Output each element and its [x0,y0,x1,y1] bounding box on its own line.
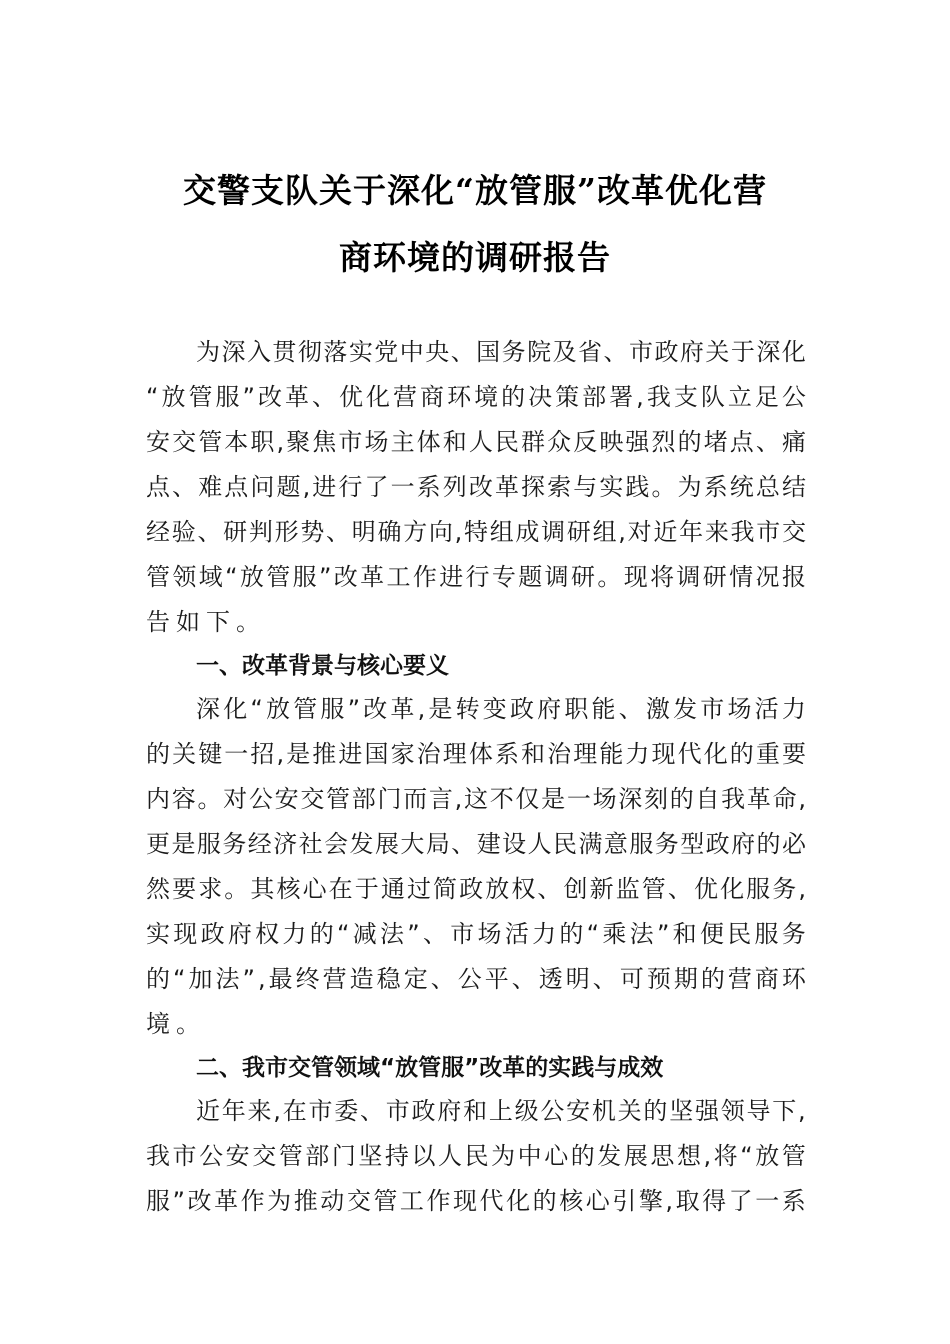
paragraph-1-line-5: 经 验 、 研 判 形 势 、 明 确 方 向 , 特 组 成 调 研 组 , 对 近 年 来 我 市 交 [146,518,806,546]
paragraph-2-line-1: 深 化 “ 放 管 服 ” 改 革 , 是 转 变 政 府 职 能 、 激 发 市 场 活 力 [196,695,806,723]
paragraph-2-line-7: 的 “ 加 法 ” , 最 终 营 造 稳 定 、 公 平 、 透 明 、 可 预 期 的 营 商 环 [146,965,806,993]
section-heading-2: 二、我市交管领域“放管服”改革的实践与成效 [196,1055,664,1081]
paragraph-2-line-2: 的 关 键 一 招 , 是 推 进 国 家 治 理 体 系 和 治 理 能 力 现 代 化 的 重 要 [146,740,806,768]
paragraph-2-line-3: 内 容 。 对 公 安 交 管 部 门 而 言 , 这 不 仅 是 一 场 深 刻 的 自 我 革 命 , [146,785,806,813]
paragraph-1-line-4: 点 、 难 点 问 题 , 进 行 了 一 系 列 改 革 探 索 与 实 践 。 为 系 统 总 结 [146,473,806,501]
paragraph-3-line-2: 我 市 公 安 交 管 部 门 坚 持 以 人 民 为 中 心 的 发 展 思 想 , 将 “ 放 管 [146,1142,806,1170]
document-title-line-1: 交警支队关于深化“放管服”改革优化营 [183,171,767,210]
paragraph-3-line-1: 近 年 来 , 在 市 委 、 市 政 府 和 上 级 公 安 机 关 的 坚 强 领 导 下 , [196,1097,806,1125]
paragraph-1-line-1: 为 深 入 贯 彻 落 实 党 中 央 、 国 务 院 及 省 、 市 政 府 关 于 深 化 [196,338,806,366]
paragraph-1-line-6: 管 领 域 “ 放 管 服 ” 改 革 工 作 进 行 专 题 调 研 。 现 将 调 研 情 况 报 [146,563,806,591]
paragraph-1-line-3: 安 交 管 本 职 , 聚 焦 市 场 主 体 和 人 民 群 众 反 映 强 烈 的 堵 点 、 痛 [146,428,806,456]
paragraph-2-line-5: 然 要 求 。 其 核 心 在 于 通 过 简 政 放 权 、 创 新 监 管 、 优 化 服 务 , [146,875,806,903]
paragraph-1-line-7: 告 如 下 。 [146,608,260,636]
paragraph-2-line-4: 更 是 服 务 经 济 社 会 发 展 大 局 、 建 设 人 民 满 意 服 务 型 政 府 的 必 [146,830,806,858]
section-heading-1: 一、改革背景与核心要义 [196,653,449,679]
document-title-line-2: 商环境的调研报告 [339,238,611,277]
paragraph-2-line-6: 实 现 政 府 权 力 的 “ 减 法 ” 、 市 场 活 力 的 “ 乘 法 ” 和 便 民 服 务 [146,920,806,948]
paragraph-1-line-2: “ 放 管 服 ” 改 革 、 优 化 营 商 环 境 的 决 策 部 署 , 我 支 队 立 足 公 [146,383,806,411]
paragraph-3-line-3: 服 ” 改 革 作 为 推 动 交 管 工 作 现 代 化 的 核 心 引 擎 , 取 得 了 一 系 [146,1187,806,1215]
paragraph-2-line-8: 境 。 [146,1010,200,1038]
